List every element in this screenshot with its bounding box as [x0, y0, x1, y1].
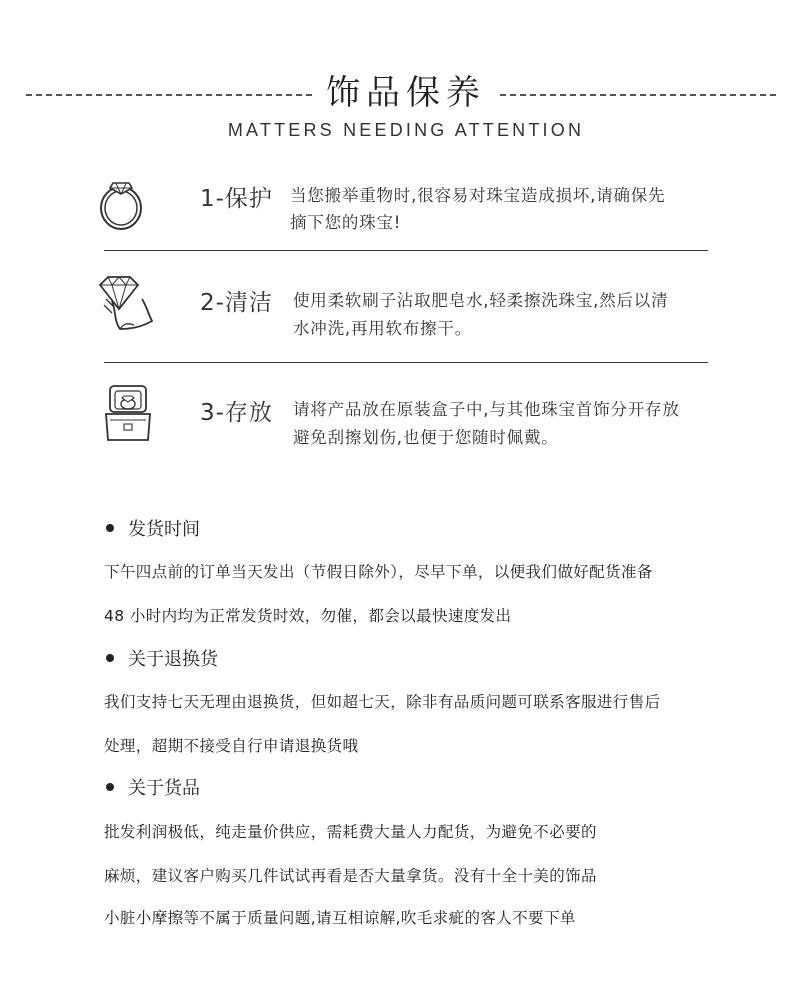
care-desc-clean-line1: 使用柔软刷子沾取肥皂水,轻柔擦洗珠宝,然后以清	[293, 291, 669, 310]
care-desc-protect-line1: 当您搬举重物时,很容易对珠宝造成损坏,请确保先	[290, 186, 666, 205]
bullet-icon	[106, 654, 114, 662]
care-label-clean: 2-清洁	[200, 290, 273, 316]
dashed-divider-left	[26, 94, 312, 96]
section-goods-line2: 麻烦，建议客户购买几件试试再看是否大量拿货。没有十全十美的饰品	[104, 867, 597, 885]
section-heading-returns-text: 关于退换货	[128, 649, 218, 670]
page-title: 饰品保养	[326, 73, 486, 113]
divider-2	[104, 362, 708, 363]
diamond-cleaning-cloth-icon	[94, 271, 160, 337]
ring-icon	[94, 170, 160, 236]
section-shipping-line2: 48 小时内均为正常发货时效，勿催，都会以最快速度发出	[104, 607, 512, 625]
care-label-storage: 3-存放	[200, 400, 273, 426]
page-subtitle: MATTERS NEEDING ATTENTION	[227, 120, 585, 140]
jewelry-box-icon	[100, 382, 166, 448]
care-desc-clean-line2: 水冲洗,再用软布擦干。	[293, 319, 473, 338]
header	[0, 70, 800, 120]
dashed-divider-right	[500, 94, 776, 96]
bullet-icon	[106, 524, 114, 532]
bullet-icon	[106, 783, 114, 791]
care-label-protect: 1-保护	[200, 186, 273, 212]
section-heading-returns	[104, 647, 218, 673]
divider-1	[104, 250, 708, 251]
care-desc-storage-line2: 避免刮擦划伤,也便于您随时佩戴。	[293, 428, 559, 447]
section-heading-shipping	[104, 517, 200, 543]
section-goods-line3: 小脏小摩擦等不属于质量问题,请互相谅解,吹毛求疵的客人不要下单	[104, 909, 576, 927]
section-goods-line1: 批发利润极低，纯走量价供应，需耗费大量人力配货，为避免不必要的	[104, 823, 597, 841]
care-desc-storage-line1: 请将产品放在原装盒子中,与其他珠宝首饰分开存放	[293, 400, 680, 419]
section-heading-goods-text: 关于货品	[128, 778, 200, 799]
care-item-clean	[0, 265, 800, 365]
care-desc-protect-line2: 摘下您的珠宝!	[290, 213, 402, 232]
section-heading-goods	[104, 776, 200, 802]
section-heading-shipping-text: 发货时间	[128, 519, 200, 540]
section-returns-line1: 我们支持七天无理由退换货，但如超七天，除非有品质问题可联系客服进行售后	[104, 693, 661, 711]
care-item-storage	[0, 378, 800, 478]
section-shipping-line1: 下午四点前的订单当天发出（节假日除外），尽早下单，以便我们做好配货准备	[104, 563, 653, 581]
section-returns-line2: 处理，超期不接受自行申请退换货哦	[104, 737, 359, 755]
